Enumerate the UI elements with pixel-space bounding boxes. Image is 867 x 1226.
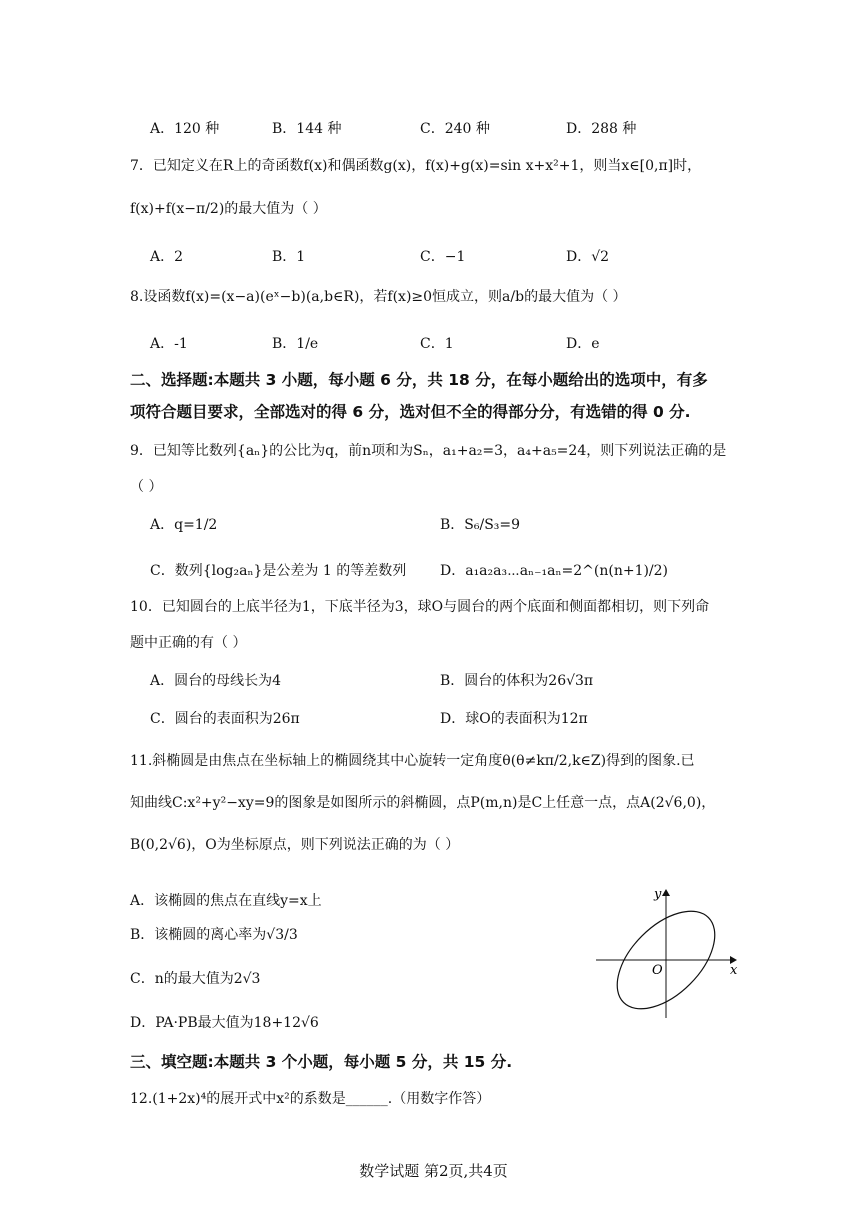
q9-option-b: B．S₆/S₃=9 xyxy=(440,517,521,533)
q8-option-c: C．1 xyxy=(420,336,454,352)
q7-stem-line2: f(x)+f(x−π/2)的最大值为（ ） xyxy=(130,201,327,217)
q10-option-b: B．圆台的体积为26√3π xyxy=(440,673,594,689)
q8-option-b: B．1/e xyxy=(272,336,319,352)
q11-stem-line3: B(0,2√6)，O为坐标原点，则下列说法正确的为（ ） xyxy=(130,837,460,853)
q8-option-a: A．-1 xyxy=(150,336,188,352)
q8-stem: 8.设函数f(x)=(x−a)(eˣ−b)(a,b∈R)，若f(x)≥0恒成立，则a/b的最大值为（ ） xyxy=(130,289,627,305)
q6-option-d: D．288 种 xyxy=(566,121,637,137)
q7-options xyxy=(0,246,867,270)
q11-option-b: B．该椭圆的离心率为√3/3 xyxy=(130,927,298,943)
q10-option-d: D．球O的表面积为12π xyxy=(440,711,588,727)
q8-options xyxy=(0,333,867,357)
q9-option-a: A．q=1/2 xyxy=(150,517,218,533)
q9-option-c: C．数列{log₂aₙ}是公差为 1 的等差数列 xyxy=(150,563,407,579)
q11-option-c: C．n的最大值为2√3 xyxy=(130,971,261,987)
q6-option-b: B．144 种 xyxy=(272,121,342,137)
q9-stem-line1: 9．已知等比数列{aₙ}的公比为q，前n项和为Sₙ，a₁+a₂=3，a₄+a₅=24，则下列说法正确的是 xyxy=(130,443,727,459)
q9-option-d: D．a₁a₂a₃⋯aₙ₋₁aₙ=2^(n(n+1)/2) xyxy=(440,563,669,579)
q7-option-b: B．1 xyxy=(272,249,306,265)
q7-option-a: A．2 xyxy=(150,249,184,265)
q10-stem-line1: 10．已知圆台的上底半径为1，下底半径为3，球O与圆台的两个底面和侧面都相切，则下列命 xyxy=(130,599,710,615)
q12-stem: 12.(1+2x)⁴的展开式中x²的系数是______.（用数字作答） xyxy=(130,1091,491,1107)
q10-option-c: C．圆台的表面积为26π xyxy=(150,711,300,727)
q6-option-c: C．240 种 xyxy=(420,121,490,137)
section2-heading-line1: 二、选择题:本题共 3 小题，每小题 6 分，共 18 分，在每小题给出的选项中，有多 xyxy=(130,371,708,389)
q11-stem-line1: 11.斜椭圆是由焦点在坐标轴上的椭圆绕其中心旋转一定角度θ(θ≠kπ/2,k∈Z)得到的图象.已 xyxy=(130,753,695,769)
q7-stem-line1: 7．已知定义在R上的奇函数f(x)和偶函数g(x)，f(x)+g(x)=sin x+x²+1，则当x∈[0,π]时， xyxy=(130,158,702,174)
q11-option-a: A．该椭圆的焦点在直线y=x上 xyxy=(130,893,322,909)
q7-option-c: C．−1 xyxy=(420,249,466,265)
q11-ellipse-figure xyxy=(590,882,750,1022)
q6-options xyxy=(0,118,867,142)
q6-option-a: A．120 种 xyxy=(150,121,220,137)
origin-label: O xyxy=(652,963,663,978)
q10-stem-line2: 题中正确的有（ ） xyxy=(130,635,247,651)
q7-option-d: D．√2 xyxy=(566,249,610,265)
section2-heading-line2: 项符合题目要求，全部选对的得 6 分，选对但不全的得部分分，有选错的得 0 分. xyxy=(130,403,691,421)
q9-stem-line2: （ ） xyxy=(130,479,163,495)
page-footer: 数学试题 第2页,共4页 xyxy=(359,1162,508,1180)
q11-option-d: D．PA·PB最大值为18+12√6 xyxy=(130,1015,319,1031)
q11-stem-line2: 知曲线C:x²+y²−xy=9的图象是如图所示的斜椭圆，点P(m,n)是C上任意一点，点A(2√6,0)， xyxy=(130,795,716,811)
x-axis-label: x xyxy=(730,963,738,978)
q10-option-a: A．圆台的母线长为4 xyxy=(150,673,282,689)
section3-heading: 三、填空题:本题共 3 个小题，每小题 5 分，共 15 分. xyxy=(130,1053,513,1071)
q8-option-d: D．e xyxy=(566,336,600,352)
y-axis-label: y xyxy=(654,887,662,902)
